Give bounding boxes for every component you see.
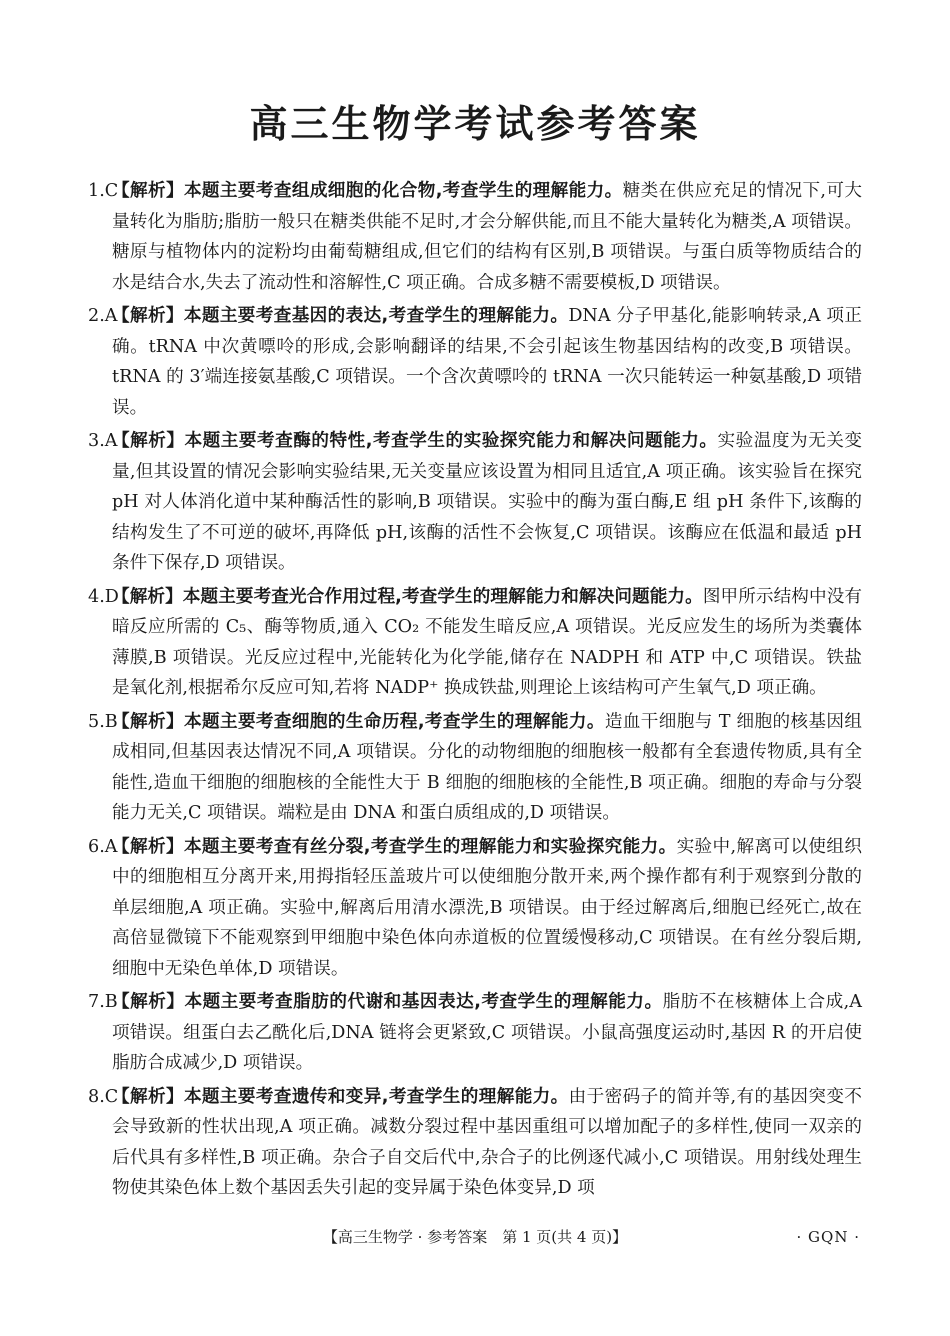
answer-item-2 — [0, 301, 950, 423]
answer-number: 3.A — [88, 431, 118, 451]
analysis-tag: 【解析】 — [112, 306, 184, 326]
analysis-text: DNA 分子甲基化,能影响转录,A 项正确。tRNA 中次黄嘌呤的形成,会影响翻译的结果,不会引起该生物基因结构的改变,B 项错误。tRNA 的 3′端连接氨基酸,C 项错误。一个含次黄嘌呤的 tRNA 一次只能转运一种氨基酸,D 项错误。 — [112, 306, 862, 418]
analysis-text: 脂肪不在核糖体上合成,A 项错误。组蛋白去乙酰化后,DNA 链将会更紧致,C 项错误。小鼠高强度运动时,基因 R 的开启使脂肪合成减少,D 项错误。 — [112, 992, 862, 1073]
answer-item-1 — [0, 176, 950, 298]
analysis-text: 实验中,解离可以使组织中的细胞相互分离开来,用拇指轻压盖玻片可以使细胞分散开来,两个操作都有利于观察到分散的单层细胞,A 项正确。实验中,解离后用清水漂洗,B 项错误。由于经过解离后,细胞已经死亡,故在高倍显微镜下不能观察到甲细胞中染色体向赤道板的位置缓慢移动,C 项错误。在有丝分裂后期,细胞中无染色单体,D 项错误。 — [112, 836, 862, 979]
answer-item-8 — [0, 1082, 950, 1204]
analysis-lead: 本题主要考查光合作用过程,考查学生的理解能力和解决问题能力。 — [182, 586, 703, 607]
analysis-text: 实验温度为无关变量,但其设置的情况会影响实验结果,无关变量应该设置为相同且适宜,A 项正确。该实验旨在探究 pH 对人体消化道中某种酶活性的影响,B 项错误。实验中的酶为蛋白酶,E 组 pH 条件下,该酶的结构发生了不可逆的破坏,再降低 pH,该酶的活性不会恢复,C 项错误。该酶应在低温和最适 pH 条件下保存,D 项错误。 — [112, 431, 862, 573]
answer-number: 7.B — [88, 992, 118, 1012]
analysis-lead: 本题主要考查脂肪的代谢和基因表达,考查学生的理解能力。 — [184, 992, 663, 1012]
footer-page-info: 【高三生物学 · 参考答案 第 1 页(共 4 页)】 — [322, 1228, 628, 1246]
answer-item-4 — [0, 582, 950, 704]
analysis-text: 糖类在供应充足的情况下,可大量转化为脂肪;脂肪一般只在糖类供能不足时,才会分解供能,而且不能大量转化为糖类,A 项错误。糖原与植物体内的淀粉均由葡萄糖组成,但它们的结构有区别,B 项错误。与蛋白质等物质结合的水是结合水,失去了流动性和溶解性,C 项正确。合成多糖不需要模板,D 项错误。 — [112, 181, 862, 293]
analysis-lead: 本题主要考查遗传和变异,考查学生的理解能力。 — [183, 1086, 569, 1107]
answer-number: 1.C — [88, 181, 119, 201]
answer-item-5 — [0, 707, 950, 829]
answer-number: 6.A — [88, 836, 118, 857]
analysis-tag: 【解析】 — [112, 431, 185, 451]
analysis-tag: 【解析】 — [112, 1086, 184, 1107]
answer-number: 8.C — [88, 1086, 119, 1107]
analysis-lead: 本题主要考查组成细胞的化合物,考查学生的理解能力。 — [183, 181, 623, 201]
analysis-lead: 本题主要考查有丝分裂,考查学生的理解能力和实验探究能力。 — [183, 836, 677, 857]
answer-item-6 — [0, 832, 950, 985]
analysis-lead: 本题主要考查基因的表达,考查学生的理解能力。 — [183, 306, 569, 326]
analysis-tag: 【解析】 — [112, 992, 185, 1012]
analysis-lead: 本题主要考查酶的特性,考查学生的实验探究能力和解决问题能力。 — [184, 431, 718, 451]
analysis-tag: 【解析】 — [112, 181, 184, 201]
analysis-tag: 【解析】 — [112, 836, 184, 857]
answer-list — [0, 176, 950, 1207]
answer-number: 5.B — [88, 711, 118, 732]
analysis-text: 图甲所示结构中没有暗反应所需的 C₅、酶等物质,通入 CO₂ 不能发生暗反应,A 项错误。光反应发生的场所为类囊体薄膜,B 项错误。光反应过程中,光能转化为化学能,储存在 NADPH 和 ATP 中,C 项错误。铁盐是氧化剂,根据希尔反应可知,若将 NADP⁺ 换成铁盐,则理论上该结构可产生氧气,D 项正确。 — [112, 586, 862, 698]
answer-number: 2.A — [88, 306, 118, 326]
analysis-tag: 【解析】 — [112, 586, 183, 607]
analysis-text: 由于密码子的简并等,有的基因突变不会导致新的性状出现,A 项正确。减数分裂过程中基因重组可以增加配子的多样性,使同一双亲的后代具有多样性,B 项正确。杂合子自交后代中,杂合子的比例逐代减小,C 项错误。用射线处理生物使其染色体上数个基因丢失引起的变异属于染色体变异,D 项 — [112, 1086, 862, 1198]
page-title: 高三生物学考试参考答案 — [249, 102, 701, 146]
analysis-text: 造血干细胞与 T 细胞的核基因组成相同,但基因表达情况不同,A 项错误。分化的动物细胞的细胞核一般都有全套遗传物质,具有全能性,造血干细胞的细胞核的全能性大于 B 细胞的细胞核的全能性,B 项正确。细胞的寿命与分裂能力无关,C 项错误。端粒是由 DNA 和蛋白质组成的,D 项错误。 — [112, 711, 862, 823]
analysis-tag: 【解析】 — [112, 711, 184, 732]
answer-number: 4.D — [88, 586, 119, 607]
answer-item-7 — [0, 987, 950, 1079]
analysis-lead: 本题主要考查细胞的生命历程,考查学生的理解能力。 — [183, 711, 605, 732]
answer-item-3 — [0, 426, 950, 579]
footer-code: · GQN · — [796, 1228, 860, 1246]
